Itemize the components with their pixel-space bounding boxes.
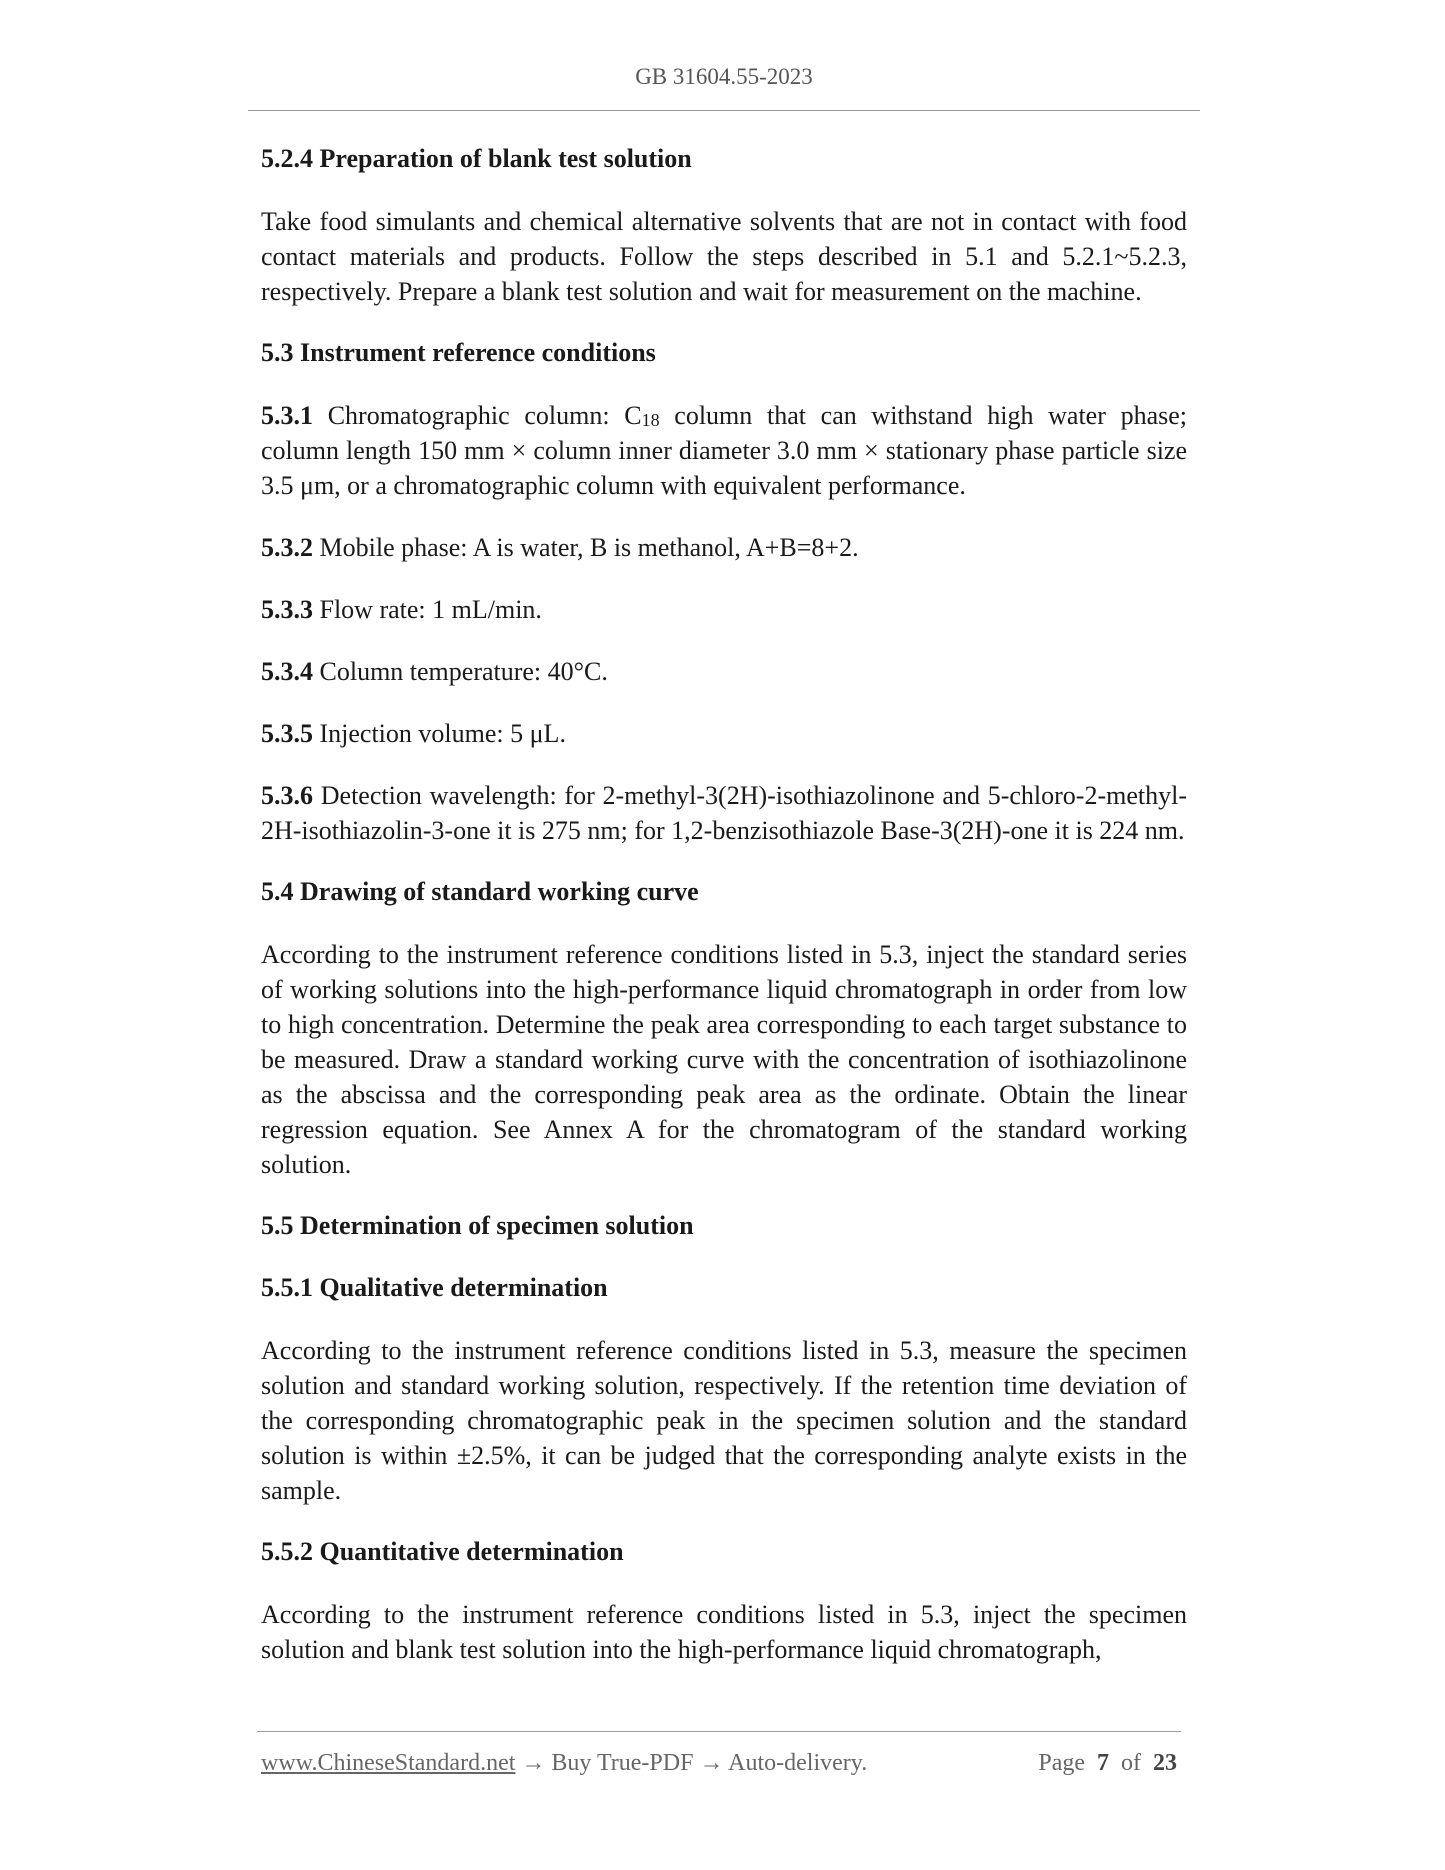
buy-pdf-link[interactable]: Buy True-PDF [551,1750,694,1776]
delivery-text: Auto-delivery. [728,1750,868,1776]
paragraph-5-5-2: According to the instrument reference conditions listed in 5.3, inject the specimen solution and blank test solution into the high-performance liquid chromatograph, [261,1600,1187,1664]
paragraph-5-3-2 [261,530,1187,565]
page-footer [261,1750,1181,1777]
total-pages-number: 23 [1153,1750,1177,1776]
footer-divider [257,1731,1181,1732]
paragraph-5-4: According to the instrument reference conditions listed in 5.3, inject the standard series of working solutions into the high-performance liquid chromatograph in order from low to high concentration. Determine the peak area corresponding to each target substance to be measured. Draw a standard working curve with the concentration of isothiazolinone as the abscissa and the corresponding peak area as the ordinate. Obtain the linear regression equation. See Annex A for the chromatogram of the standard working solution. [261,940,1187,1179]
section-heading-5-4: 5.4 Drawing of standard working curve [261,877,699,906]
paragraph-5-3-3 [261,592,1187,627]
clause-number: 5.3.6 [261,781,313,810]
clause-number: 5.3.5 [261,719,313,748]
document-id-header: GB 31604.55-2023 [635,64,813,89]
section-heading-5-2-4: 5.2.4 Preparation of blank test solution [261,144,692,173]
clause-number: 5.3.1 [261,401,313,430]
paragraph-5-3-4 [261,654,1187,689]
clause-number: 5.3.3 [261,595,313,624]
clause-number: 5.3.2 [261,533,313,562]
subscript: 18 [641,410,660,430]
clause-text: column that can withstand high water phase; column length 150 mm × column inner diameter 3.0 mm × stationary phase particle size 3.5 μm, or a chromatographic column with equivalent performance. [261,401,1187,500]
paragraph-5-5-1: According to the instrument reference conditions listed in 5.3, measure the specimen solution and standard working solution, respectively. If the retention time deviation of the corresponding chromatographic peak in the specimen solution and the standard solution is within ±2.5%, it can be judged that the corresponding analyte exists in the sample. [261,1336,1187,1505]
section-heading-5-5-2: 5.5.2 Quantitative determination [261,1537,624,1566]
section-heading-5-5-1: 5.5.1 Qualitative determination [261,1273,608,1302]
arrow-icon: → [515,1750,552,1776]
section-heading-5-5: 5.5 Determination of specimen solution [261,1211,694,1240]
current-page-number: 7 [1097,1750,1109,1776]
section-heading-5-3: 5.3 Instrument reference conditions [261,338,656,367]
page-label: Page [1038,1750,1085,1776]
paragraph-5-3-6 [261,778,1187,848]
page-indicator [1038,1750,1177,1777]
site-link[interactable]: www.ChineseStandard.net [261,1750,516,1776]
of-label: of [1121,1750,1141,1776]
clause-number: 5.3.4 [261,657,313,686]
page-content [261,142,1187,1694]
clause-text: Detection wavelength: for 2-methyl-3(2H)-isothiazolinone and 5-chloro-2-methyl-2H-isothiazolin-3-one it is 275 nm; for 1,2-benzisothiazole Base-3(2H)-one it is 224 nm. [261,781,1187,845]
header-divider [248,110,1200,111]
paragraph-5-3-1 [261,398,1187,503]
clause-text: Flow rate: 1 mL/min. [313,595,542,624]
paragraph-5-3-5 [261,716,1187,751]
arrow-icon: → [693,1750,729,1776]
clause-text: Column temperature: 40°C. [313,657,608,686]
clause-text: Mobile phase: A is water, B is methanol, A+B=8+2. [313,533,859,562]
clause-text: Chromatographic column: C [313,401,642,430]
clause-text: Injection volume: 5 μL. [313,719,566,748]
paragraph-5-2-4: Take food simulants and chemical alternative solvents that are not in contact with food contact materials and products. Follow the steps described in 5.1 and 5.2.1~5.2.3, respectively. Prepare a blank test solution and wait for measurement on the machine. [261,207,1187,306]
